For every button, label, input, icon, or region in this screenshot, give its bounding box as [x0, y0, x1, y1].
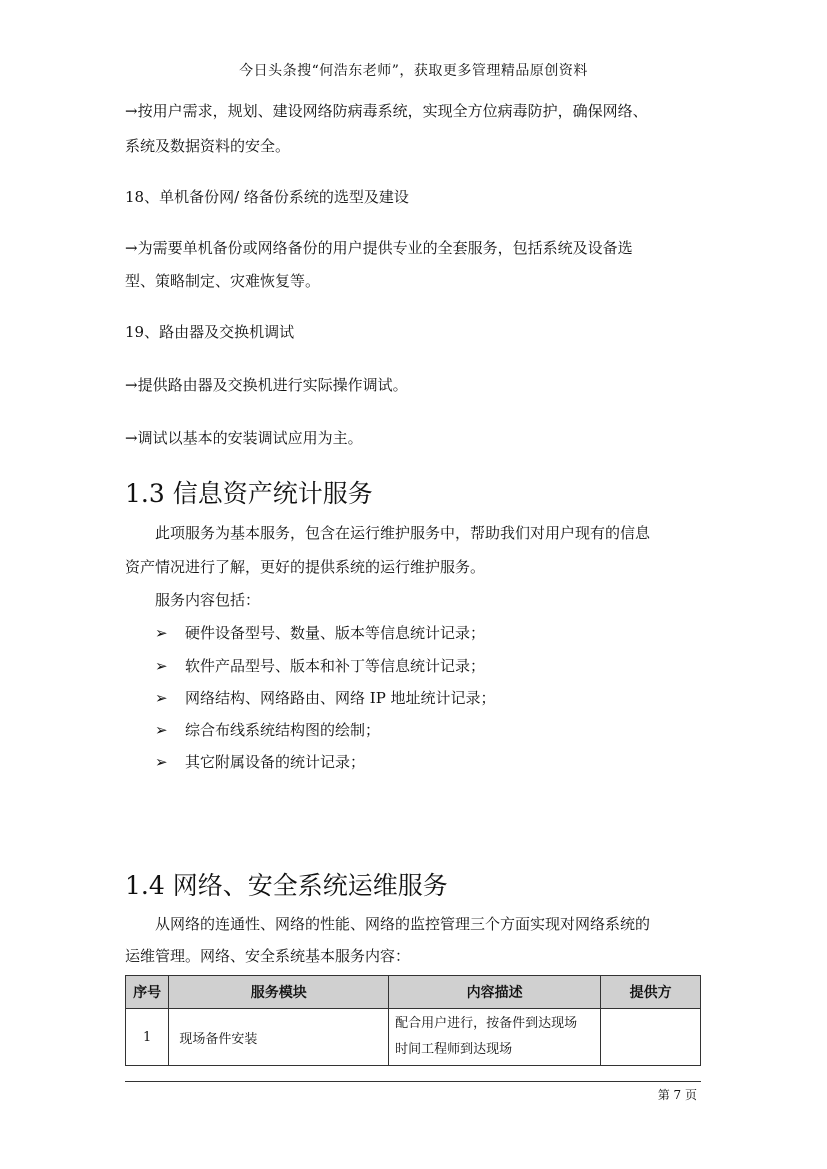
header-cell-provider: 提供方 [601, 976, 701, 1009]
paragraph-line: 资产情况进行了解，更好的提供系统的运行维护服务。 [125, 558, 486, 576]
paragraph-line: →提供路由器及交换机进行实际操作调试。 [125, 376, 408, 394]
page-number: 第 7 页 [657, 1088, 697, 1102]
cell-desc: 配合用户进行，按备件到达现场 时间工程师到达现场 [389, 1009, 601, 1066]
list-item: ➢ 软件产品型号、版本和补丁等信息统计记录； [155, 657, 486, 675]
paragraph-line: →为需要单机备份或网络备份的用户提供专业的全套服务，包括系统及设备选 [125, 239, 633, 257]
paragraph-line: →按用户需求，规划、建设网络防病毒系统，实现全方位病毒防护，确保网络、 [125, 102, 648, 120]
list-item: ➢ 硬件设备型号、数量、版本等信息统计记录； [155, 624, 486, 642]
bullet-arrow-icon: ➢ [155, 721, 168, 739]
service-table [125, 975, 701, 1066]
footer-divider [125, 1081, 701, 1082]
paragraph-line: 从网络的连通性、网络的性能、网络的监控管理三个方面实现对网络系统的 [155, 915, 651, 933]
bullet-arrow-icon: ➢ [155, 753, 168, 771]
section-title-1-3: 1.3 信息资产统计服务 [125, 479, 373, 508]
item-heading-18: 18、单机备份网/ 络备份系统的选型及建设 [125, 188, 409, 206]
cell-module: 现场备件安装 [169, 1009, 389, 1066]
paragraph-line: 服务内容包括： [155, 591, 261, 609]
bullet-arrow-icon: ➢ [155, 657, 168, 675]
list-item: ➢ 综合布线系统结构图的绘制； [155, 721, 381, 739]
cell-provider [601, 1009, 701, 1066]
item-heading-19: 19、路由器及交换机调试 [125, 323, 295, 341]
bullet-arrow-icon: ➢ [155, 689, 168, 707]
list-item: ➢ 网络结构、网络路由、网络 IP 地址统计记录； [155, 689, 496, 707]
paragraph-line: 型、策略制定、灾难恢复等。 [125, 272, 321, 290]
page-header: 今日头条搜“何浩东老师”，获取更多管理精品原创资料 [239, 63, 588, 79]
header-cell-module: 服务模块 [169, 976, 389, 1009]
header-cell-no: 序号 [126, 976, 169, 1009]
paragraph-line: →调试以基本的安装调试应用为主。 [125, 429, 363, 447]
header-cell-desc: 内容描述 [389, 976, 601, 1009]
cell-no: 1 [126, 1009, 169, 1066]
table-header-row [126, 976, 701, 1009]
list-item: ➢ 其它附属设备的统计记录； [155, 753, 366, 771]
bullet-arrow-icon: ➢ [155, 624, 168, 642]
table-row [126, 1009, 701, 1066]
section-title-1-4: 1.4 网络、安全系统运维服务 [125, 871, 448, 900]
paragraph-line: 系统及数据资料的安全。 [125, 137, 291, 155]
paragraph-line: 此项服务为基本服务，包含在运行维护服务中，帮助我们对用户现有的信息 [155, 524, 651, 542]
paragraph-line: 运维管理。网络、安全系统基本服务内容： [125, 947, 411, 965]
